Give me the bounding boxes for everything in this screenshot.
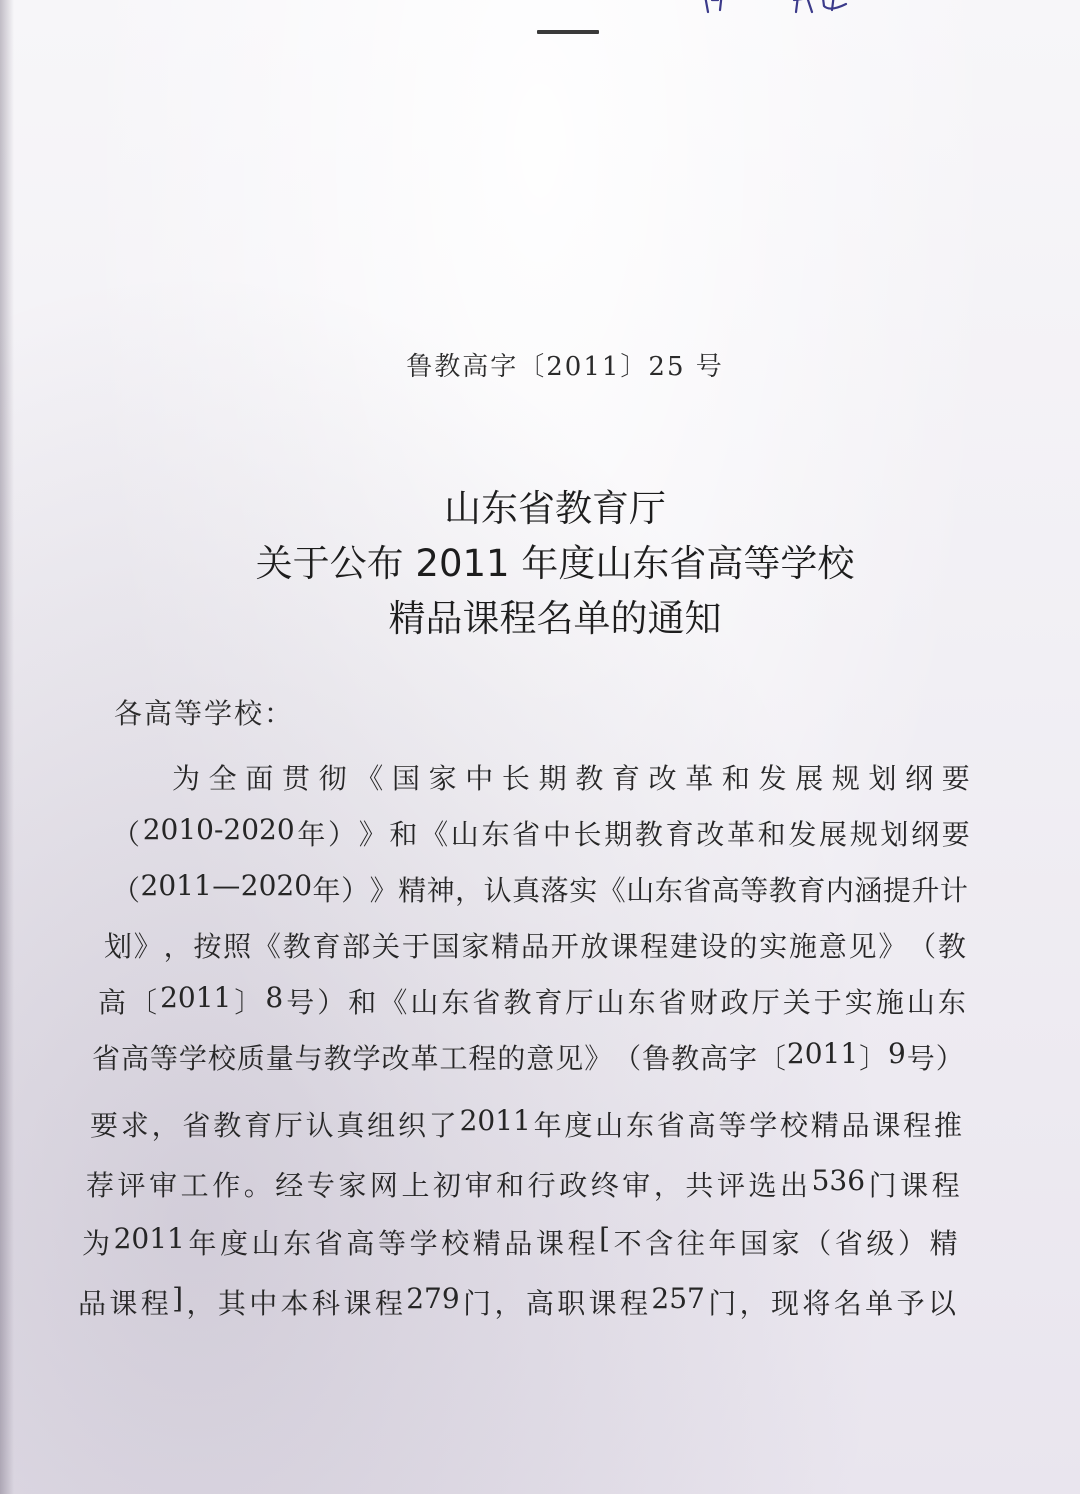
body-line-6: 省 高 等 学 校 质 量 与 教 学 改 革 工 程 的 意 见 》 （ 鲁 教 高 字 〔 2011 〕 9 号 ） <box>92 1037 964 1075</box>
body-line-1: 为 全 面 贯 彻 《 国 家 中 长 期 教 育 改 革 和 发 展 规 划 纲 要 <box>172 762 970 795</box>
title-line-1: 山东省教育厅 <box>444 487 666 530</box>
body-line-10: 品 课 程 ] ， 其 中 本 科 课 程 279 门 ， 高 职 课 程 257 门 ， 现 将 名 单 予 以 <box>78 1282 956 1320</box>
title-line-2: 关于公布 2011 年度山东省高等学校 <box>255 542 855 585</box>
body-line-7: 要 求 ， 省 教 育 厅 认 真 组 织 了 2011 年 度 山 东 省 高 等 学 校 精 品 课 程 推 <box>90 1104 962 1142</box>
title-line-3: 精品课程名单的通知 <box>388 597 722 640</box>
body-line-9: 为 2011 年 度 山 东 省 高 等 学 校 精 品 课 程 [ 不 含 往 年 国 家 （ 省 级 ） 精 <box>82 1222 958 1260</box>
document-number: 鲁教高字〔2011〕25 号 <box>406 352 724 382</box>
body-line-8: 荐 评 审 工 作 。 经 专 家 网 上 初 审 和 行 政 终 审 ， 共 评 选 出 536 门 课 程 <box>86 1164 960 1202</box>
page-shadow <box>0 0 14 1494</box>
body-line-2: （ 2010-2020 年 ） 》 和 《 山 东 省 中 长 期 教 育 改 革 和 发 展 规 划 纲 要 <box>112 813 970 851</box>
header-rule <box>537 30 599 34</box>
handwritten-note <box>698 0 858 18</box>
body-line-4: 划 》 ， 按 照 《 教 育 部 关 于 国 家 精 品 开 放 课 程 建 设 的 实 施 意 见 》 （ 教 <box>104 930 966 963</box>
salutation: 各高等学校： <box>114 697 295 730</box>
body-line-3: （ 2011 — 2020 年 ） 》 精 神 ， 认 真 落 实 《 山 东 省 高 等 教 育 内 涵 提 升 计 <box>112 869 968 907</box>
body-line-5: 高 〔 2011 〕 8 号 ） 和 《 山 东 省 教 育 厅 山 东 省 财 政 厅 关 于 实 施 山 东 <box>98 981 966 1019</box>
